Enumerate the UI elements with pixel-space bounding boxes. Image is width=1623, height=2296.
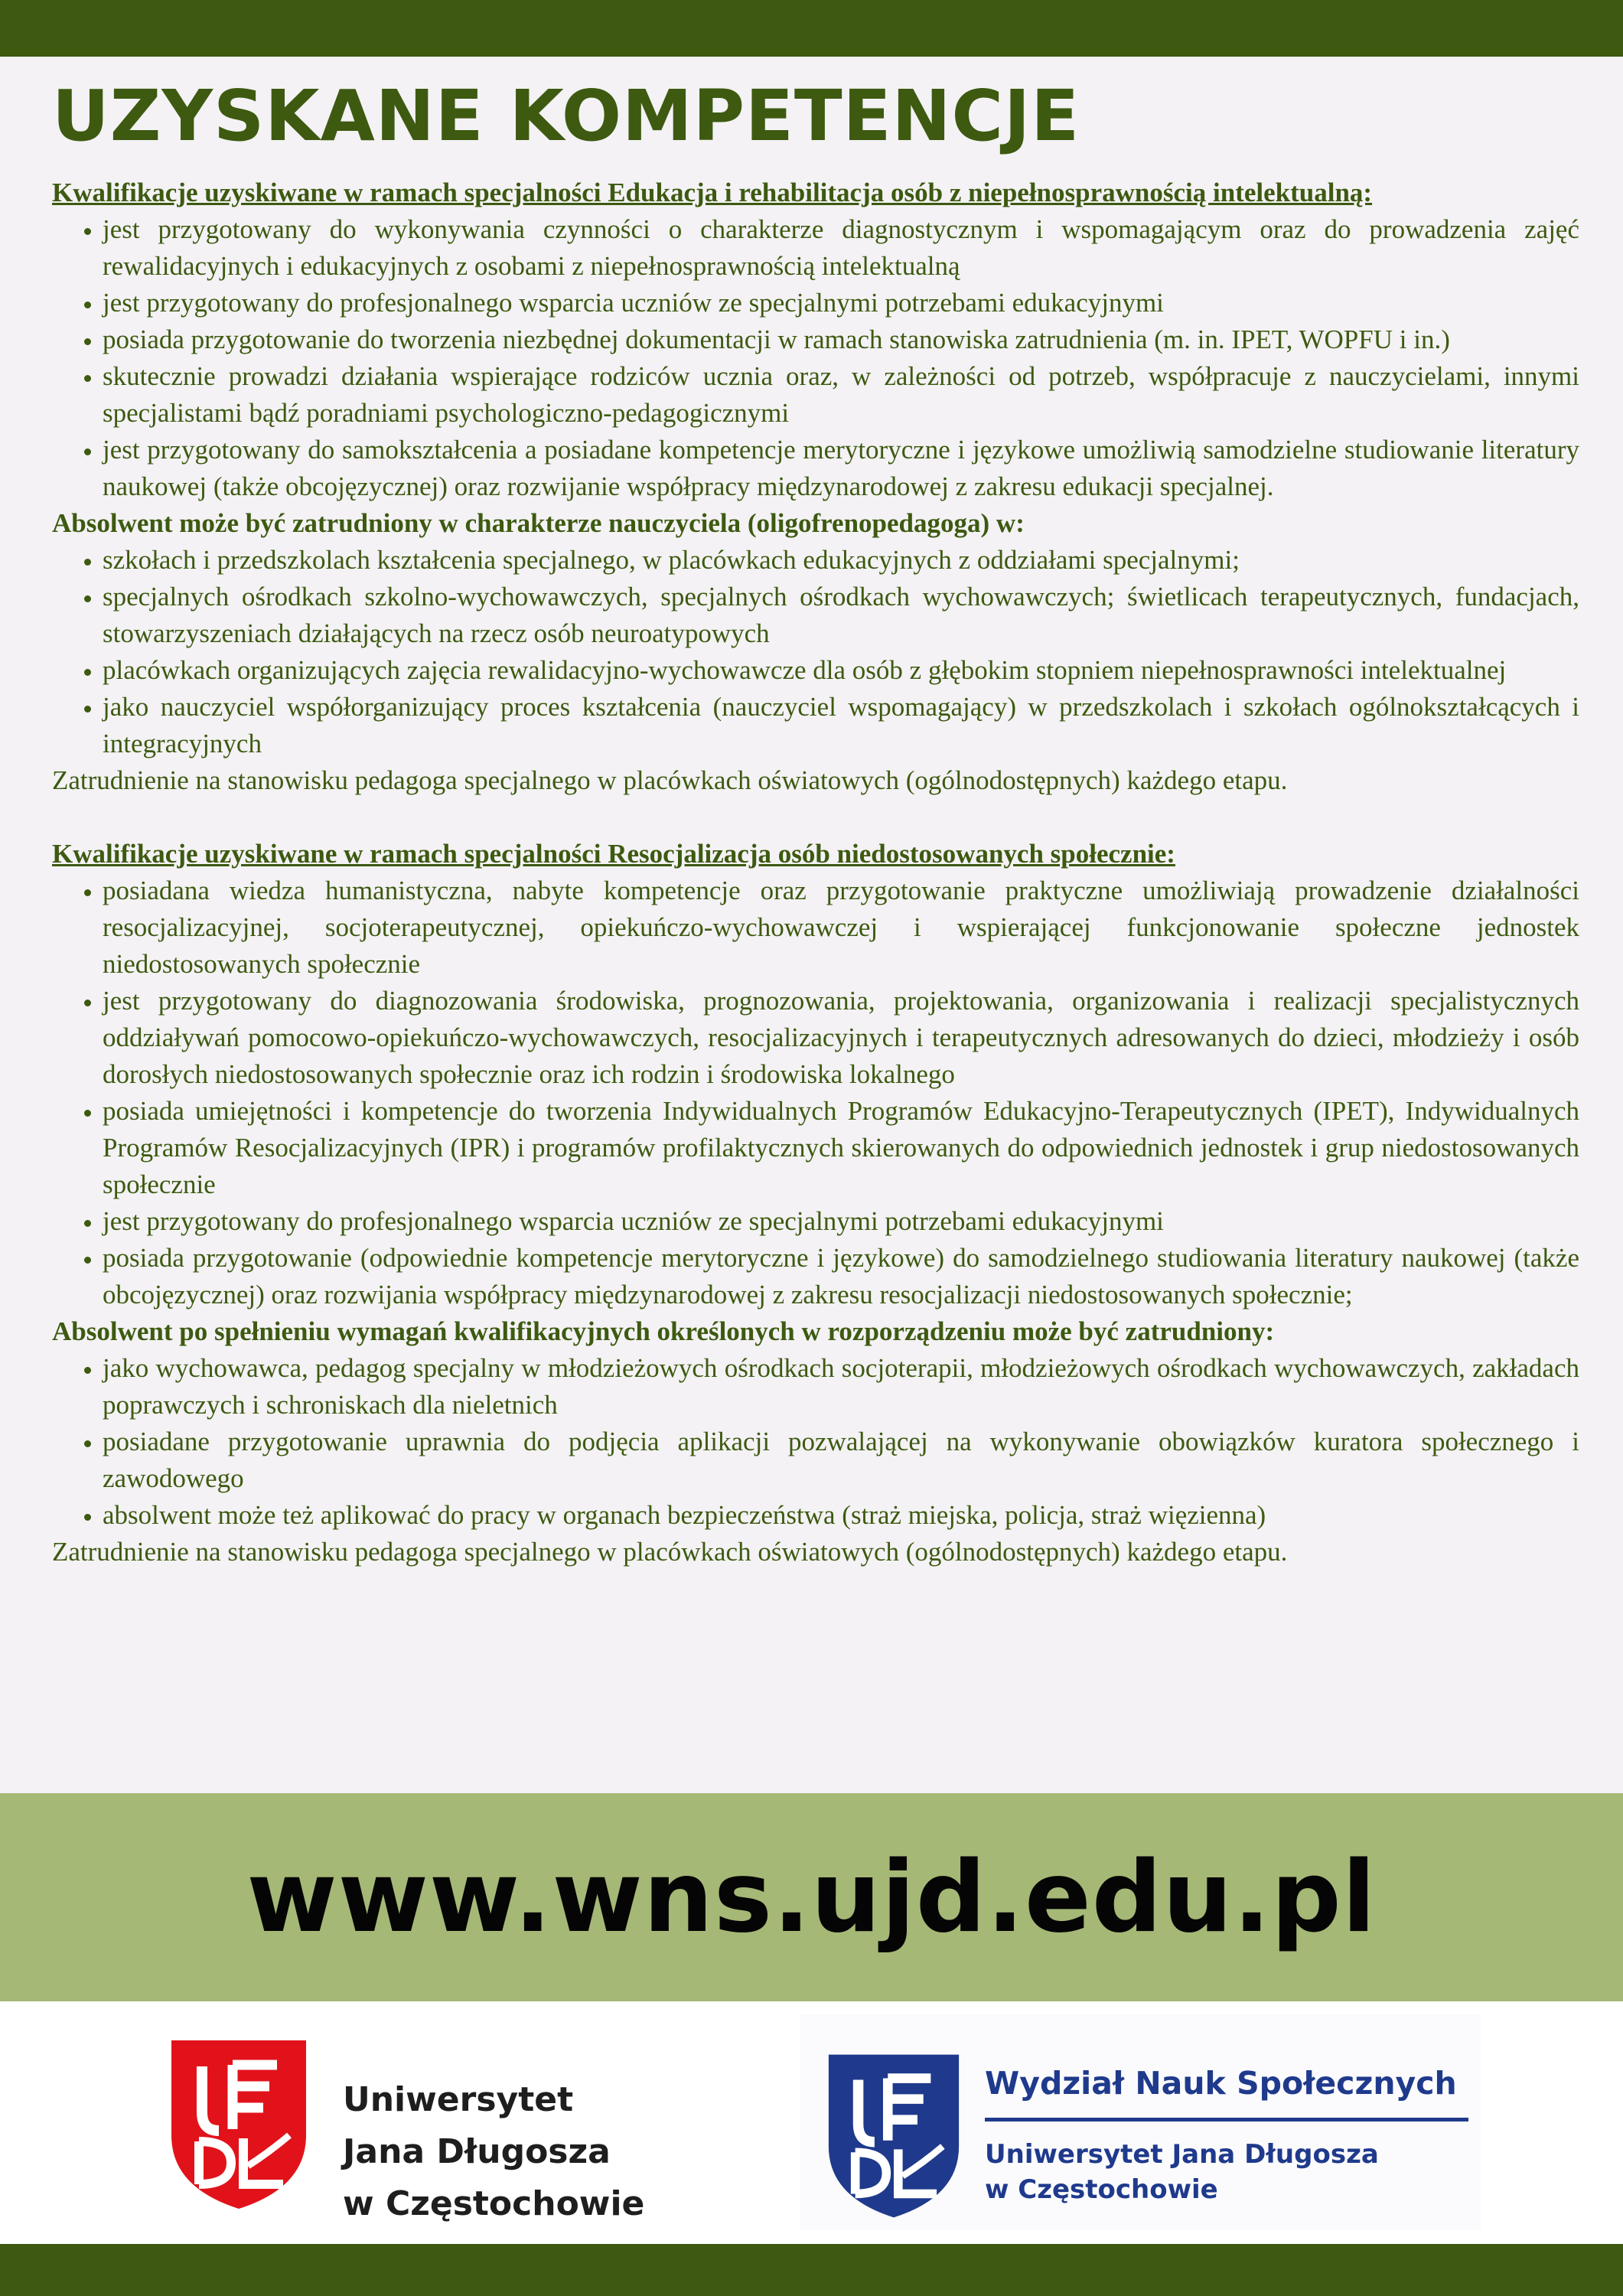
university-name-line3: w Częstochowie [343, 2184, 645, 2223]
faculty-university-line1: Uniwersytet Jana Długosza [985, 2139, 1379, 2170]
section2-note: Zatrudnienie na stanowisku pedagoga specjalnego w placówkach oświatowych (ogólnodostępnych) każdego etapu. [52, 1537, 1288, 1567]
faculty-shield-icon [826, 2051, 962, 2221]
top-bar [0, 0, 1623, 57]
list-item: • specjalnych ośrodkach szkolno-wychowawczych, specjalnych ośrodkach wychowawczych; świetlicach terapeutycznych, fundacjach, stowarzyszeniach działających na rzecz osób neuroatypowych [103, 579, 1579, 652]
university-logo [168, 2037, 658, 2223]
section2-employment-list [52, 1350, 1579, 1534]
list-item: • szkołach i przedszkolach kształcenia specjalnego, w placówkach edukacyjnych z oddziałami specjalnymi; [103, 542, 1579, 579]
logo-area [0, 2001, 1623, 2244]
list-item: • posiada przygotowanie (odpowiednie kompetencje merytoryczne i językowe) do samodzielnego studiowania literatury naukowej (także obcojęzycznej) oraz rozwijania współpracy międzynarodowej z zakresu resocjalizacji niedostosowanych społecznie; [103, 1240, 1579, 1313]
list-item: • jest przygotowany do profesjonalnego wsparcia uczniów ze specjalnymi potrzebami edukacyjnymi [103, 285, 1579, 321]
list-item: • jest przygotowany do profesjonalnego wsparcia uczniów ze specjalnymi potrzebami edukacyjnymi [103, 1203, 1579, 1240]
section2-employment-heading: Absolwent po spełnieniu wymagań kwalifikacyjnych określonych w rozporządzeniu może być zatrudniony: [52, 1316, 1275, 1346]
list-item: • skutecznie prowadzi działania wspierające rodziców ucznia oraz, w zależności od potrzeb, współpracuje z nauczycielami, innymi specjalistami bądź poradniami psychologiczno-pedagogicznymi [103, 358, 1579, 432]
section2-heading: Kwalifikacje uzyskiwane w ramach specjalności Resocjalizacja osób niedostosowanych społecznie: [52, 839, 1175, 869]
list-item: • jest przygotowany do samokształcenia a posiadane kompetencje merytoryczne i językowe umożliwią samodzielne studiowanie literatury naukowej (także obcojęzycznej) oraz rozwijanie współpracy międzynarodowej z zakresu edukacji specjalnej. [103, 432, 1579, 505]
list-item: • jako nauczyciel współorganizujący proces kształcenia (nauczyciel wspomagający) w przedszkolach i szkołach ogólnokształcących i integracyjnych [103, 689, 1579, 762]
list-item: • jako wychowawca, pedagog specjalny w młodzieżowych ośrodkach socjoterapii, młodzieżowych ośrodkach wychowawczych, zakładach poprawczych i schroniskach dla nieletnich [103, 1350, 1579, 1424]
section1-employment-heading: Absolwent może być zatrudniony w charakterze nauczyciela (oligofrenopedagoga) w: [52, 508, 1025, 538]
section1-note: Zatrudnienie na stanowisku pedagoga specjalnego w placówkach oświatowych (ogólnodostępnych) każdego etapu. [52, 765, 1288, 795]
list-item: • jest przygotowany do diagnozowania środowiska, prognozowania, projektowania, organizowania i realizacji specjalistycznych oddziaływań pomocowo-opiekuńczo-wychowawczych, resocjalizacyjnych i terapeutycznych adresowanych do dzieci, młodzieży i osób dorosłych niedostosowanych społecznie oraz ich rodzin i środowiska lokalnego [103, 983, 1579, 1093]
faculty-logo [800, 2014, 1481, 2230]
list-item: • posiadane przygotowanie uprawnia do podjęcia aplikacji pozwalającej na wykonywanie obowiązków kuratora społecznego i zawodowego [103, 1424, 1579, 1497]
list-item: • jest przygotowany do wykonywania czynności o charakterze diagnostycznym i wspomagającym oraz do prowadzenia zajęć rewalidacyjnych i edukacyjnych z osobami z niepełnosprawnością intelektualną [103, 211, 1579, 285]
faculty-divider [985, 2118, 1468, 2122]
list-item: • placówkach organizujących zajęcia rewalidacyjno-wychowawcze dla osób z głębokim stopniem niepełnosprawności intelektualnej [103, 652, 1579, 689]
section2-list [52, 872, 1579, 1313]
list-item: • posiadana wiedza humanistyczna, nabyte kompetencje oraz przygotowanie praktyczne umożliwiają prowadzenie działalności resocjalizacyjnej, socjoterapeutycznej, opiekuńczo-wychowawczej i wspierającej funkcjonowanie społeczne jednostek niedostosowanych społecznie [103, 872, 1579, 983]
faculty-name: Wydział Nauk Społecznych [985, 2065, 1457, 2102]
website-band [0, 1793, 1623, 2001]
list-item: • posiada przygotowanie do tworzenia niezbędnej dokumentacji w ramach stanowiska zatrudnienia (m. in. IPET, WOPFU i in.) [103, 321, 1579, 358]
list-item: • posiada umiejętności i kompetencje do tworzenia Indywidualnych Programów Edukacyjno-Terapeutycznych (IPET), Indywidualnych Programów Resocjalizacyjnych (IPR) i programów profilaktycznych skierowanych do odpowiednich jednostek i grup niedostosowanych społecznie [103, 1093, 1579, 1203]
list-item: • absolwent może też aplikować do pracy w organach bezpieczeństwa (straż miejska, policja, straż więzienna) [103, 1497, 1579, 1534]
website-link[interactable]: www.wns.ujd.edu.pl [246, 1840, 1377, 1955]
section1-heading: Kwalifikacje uzyskiwane w ramach specjalności Edukacja i rehabilitacja osób z niepełnosprawnością intelektualną: [52, 178, 1373, 207]
section-spacer [52, 799, 1579, 836]
page-title: UZYSKANE KOMPETENCJE [52, 75, 1080, 157]
main-content [52, 73, 1579, 1570]
university-name-line1: Uniwersytet [343, 2080, 574, 2119]
faculty-university-line2: w Częstochowie [985, 2174, 1218, 2205]
bottom-bar [0, 2244, 1623, 2296]
university-shield-icon [168, 2037, 309, 2212]
university-name-line2: Jana Długosza [343, 2132, 611, 2171]
section1-employment-list [52, 542, 1579, 762]
section1-list [52, 211, 1579, 505]
